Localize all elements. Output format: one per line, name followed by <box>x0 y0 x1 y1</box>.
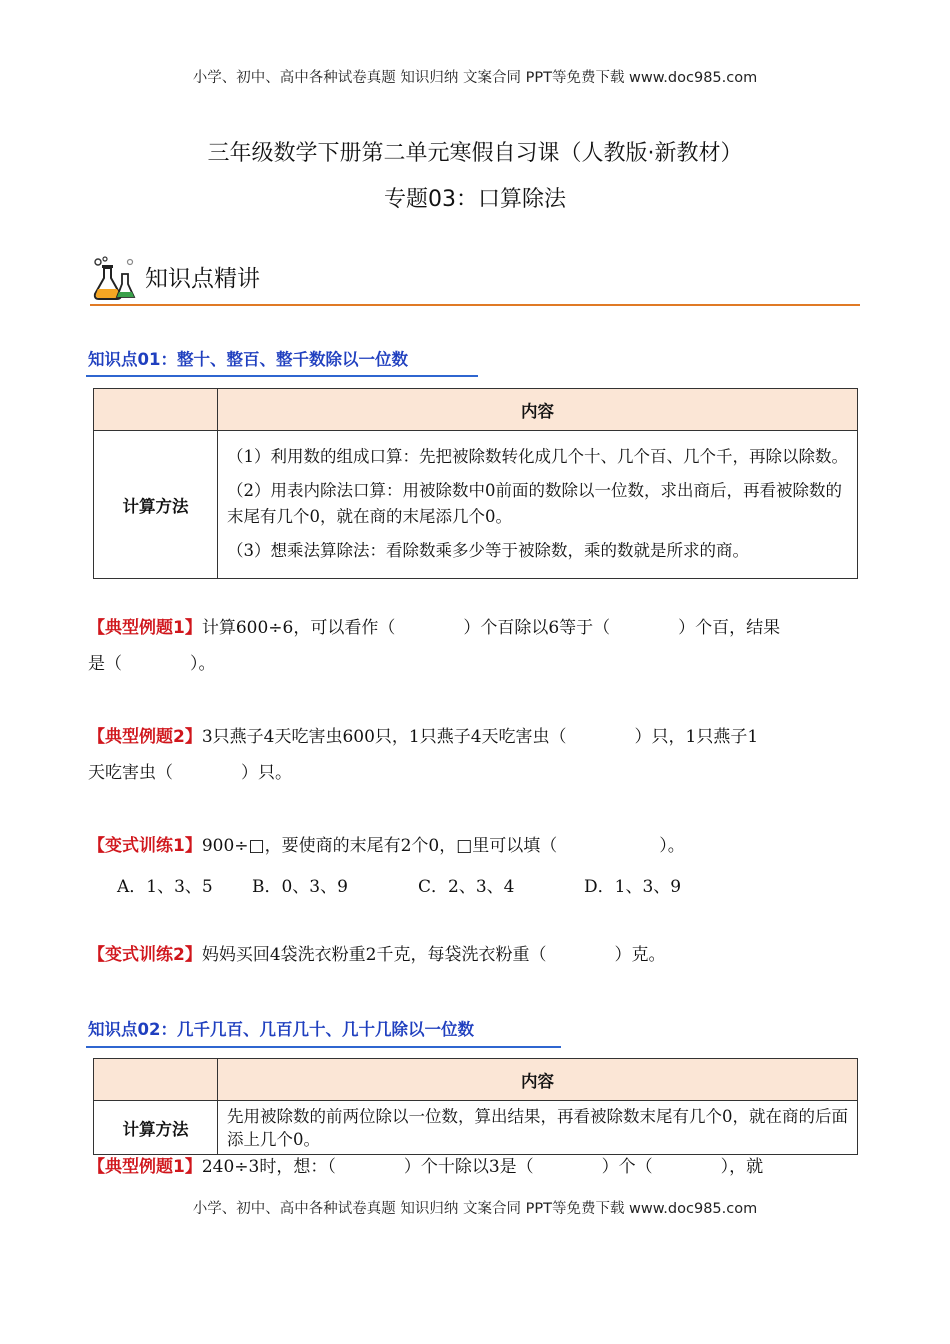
kp1-table <box>93 388 858 579</box>
example-1 <box>88 610 863 682</box>
option-a: A．1、3、5 <box>117 877 213 897</box>
variation-2 <box>88 937 863 973</box>
example-2-line2: 天吃害虫（ ）只。 <box>88 763 292 783</box>
kp1-method-2: （2）用表内除法口算：用被除数中0前面的数除以一位数，求出商后，再看被除数的末尾有几个0，就在商的末尾添几个0。 <box>227 480 842 526</box>
kp2-table-header: 内容 <box>218 1059 858 1101</box>
option-c: C．2、3、4 <box>418 877 515 897</box>
section-divider <box>90 304 860 306</box>
kp1-table-header: 内容 <box>218 389 858 431</box>
example-3 <box>88 1149 863 1185</box>
kp1-method-1: （1）利用数的组成口算：先把被除数转化成几个十、几个百、几个千，再除以除数。 <box>227 446 848 466</box>
variation-2-tag: 【变式训练2】 <box>88 945 202 965</box>
variation-2-text: 妈妈买回4袋洗衣粉重2千克，每袋洗衣粉重（ ）克。 <box>201 945 666 965</box>
example-1-line1: 计算600÷6，可以看作（ ）个百除以6等于（ ）个百，结果 <box>201 618 781 638</box>
option-d: D．1、3、9 <box>584 877 682 897</box>
example-2-line1: 3只燕子4天吃害虫600只，1只燕子4天吃害虫（ ）只，1只燕子1 <box>201 727 759 747</box>
kp1-table-corner <box>94 389 218 431</box>
footer-banner: 小学、初中、高中各种试卷真题 知识归纳 文案合同 PPT等免费下载 www.doc985.com <box>192 1201 758 1217</box>
example-1-tag: 【典型例题1】 <box>88 618 202 638</box>
section-header <box>90 252 860 308</box>
example-3-tag: 【典型例题1】 <box>88 1157 202 1177</box>
kp2-method: 先用被除数的前两位除以一位数，算出结果，再看被除数末尾有几个0，就在商的后面添上几个0。 <box>218 1101 858 1155</box>
kp1-methods-cell <box>218 431 858 579</box>
page-title: 三年级数学下册第二单元寒假自习课（人教版·新教材） <box>207 141 743 166</box>
lab-flask-icon <box>90 256 140 302</box>
option-b: B．0、3、9 <box>252 877 348 897</box>
section-label: 知识点精讲 <box>145 266 260 292</box>
kp2-table <box>93 1058 858 1155</box>
variation-1 <box>88 828 863 864</box>
kp2-table-corner <box>94 1059 218 1101</box>
page-subtitle: 专题03：口算除法 <box>384 187 566 212</box>
knowledge-point-02-heading: 知识点02：几千几百、几百几十、几十几除以一位数 <box>88 1020 474 1039</box>
example-3-text: 240÷3时，想：（ ）个十除以3是（ ）个（ ），就 <box>201 1157 764 1177</box>
kp1-method-3: （3）想乘法算除法：看除数乘多少等于被除数，乘的数就是所求的商。 <box>227 540 749 560</box>
variation-1-tag: 【变式训练1】 <box>88 836 202 856</box>
kp1-row-label: 计算方法 <box>94 431 218 579</box>
header-banner: 小学、初中、高中各种试卷真题 知识归纳 文案合同 PPT等免费下载 www.doc985.com <box>192 70 758 86</box>
knowledge-point-01-heading: 知识点01：整十、整百、整千数除以一位数 <box>88 350 408 369</box>
kp2-row-label: 计算方法 <box>94 1101 218 1155</box>
variation-1-text: 900÷□，要使商的末尾有2个0，□里可以填（ ）。 <box>201 836 685 856</box>
kp2-underline <box>86 1046 561 1048</box>
example-2-tag: 【典型例题2】 <box>88 727 202 747</box>
kp1-underline <box>86 375 478 377</box>
example-2 <box>88 719 863 791</box>
example-1-line2: 是（ ）。 <box>88 654 216 674</box>
